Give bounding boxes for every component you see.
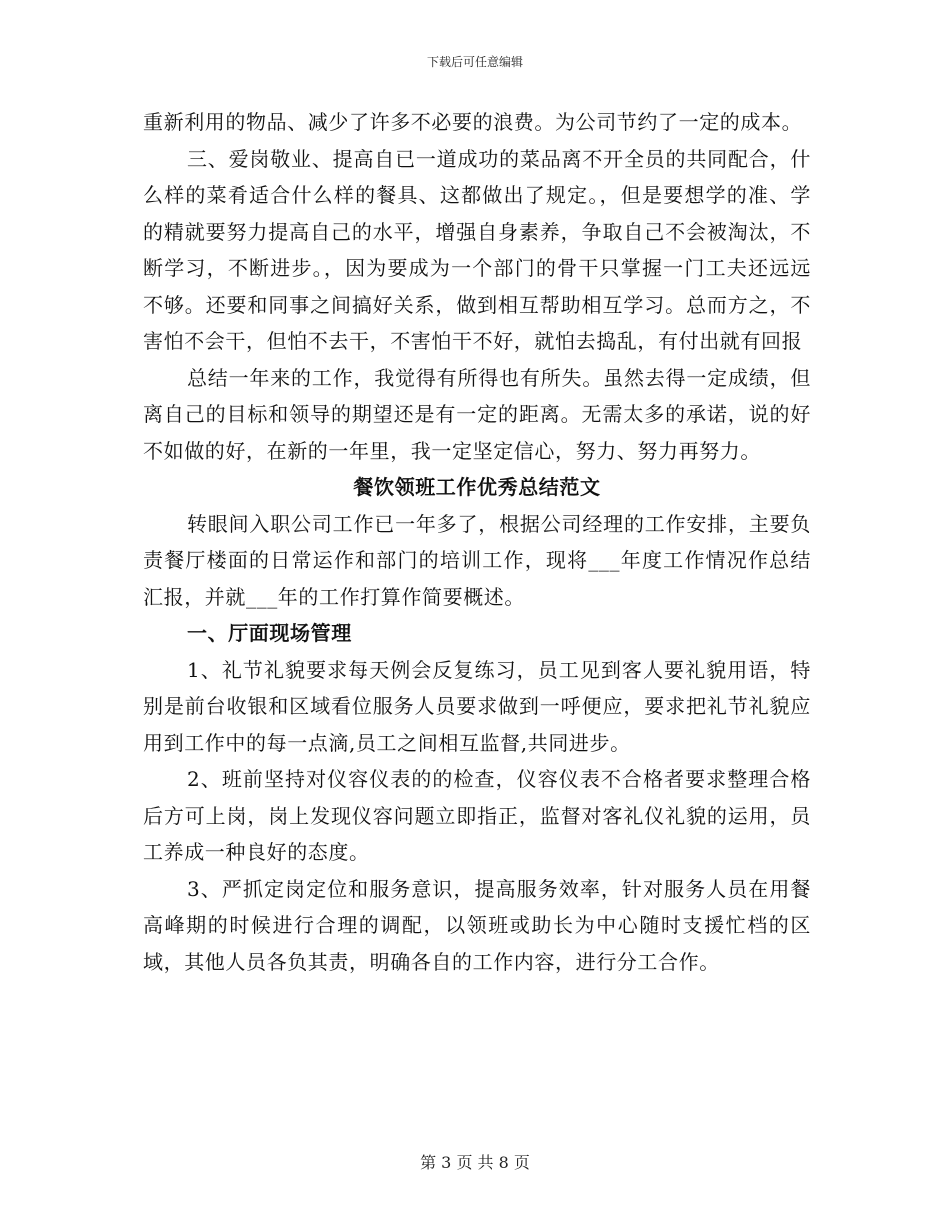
paragraph-continuation: 重新利用的物品、减少了许多不必要的浪费。为公司节约了一定的成本。	[143, 110, 803, 134]
paragraph-dedication: 三、爱岗敬业、提高自已一道成功的菜品离不开全员的共同配合，什么样的菜肴适合什么样的餐具、这都做出了规定。，但是要想学的准、学的精就要努力提高自己的水平，增强自身素养，争取自己不会被淘汰，不断学习，不断进步。，因为要成为一个部门的骨干只掌握一门工夫还远远不够。还要和同事之间搞好关系，做到相互帮助相互学习。总而方之，不害怕不会干，但怕不去干，不害怕干不好，就怕去捣乱，有付出就有回报	[143, 146, 811, 353]
section-title: 餐饮领班工作优秀总结范文	[353, 475, 601, 499]
section-heading: 一、厅面现场管理	[187, 621, 352, 645]
paragraph-item-2: 2、班前坚持对仪容仪表的的检查，仪容仪表不合格者要求整理合格后方可上岗，岗上发现仪容问题立即指正，监督对客礼仪礼貌的运用，员工养成一种良好的态度。	[143, 767, 811, 864]
page-header: 下载后可任意编辑	[426, 55, 523, 69]
page-footer: 第 3 页 共 8 页	[420, 1153, 530, 1172]
paragraph-item-1: 1、礼节礼貌要求每天例会反复练习，员工见到客人要礼貌用语，特别是前台收银和区域看位服务人员要求做到一呼便应，要求把礼节礼貌应用到工作中的每一点滴,员工之间相互监督,共同进步。	[143, 657, 811, 755]
paragraph-year-summary: 总结一年来的工作，我觉得有所得也有所失。虽然去得一定成绩，但离自己的目标和领导的期望还是有一定的距离。无需太多的承诺，说的好不如做的好，在新的一年里，我一定坚定信心，努力、努力再努力。	[143, 365, 811, 463]
paragraph-intro: 转眼间入职公司工作已一年多了，根据公司经理的工作安排，主要负责餐厅楼面的日常运作和部门的培训工作，现将___年度工作情况作总结汇报，并就___年的工作打算作简要概述。	[143, 511, 811, 609]
document-body	[143, 104, 811, 980]
paragraph-item-3: 3、严抓定岗定位和服务意识，提高服务效率，针对服务人员在用餐高峰期的时候进行合理的调配，以领班或助长为中心随时支援忙档的区域，其他人员各负其责，明确各自的工作内容，进行分工合作。	[143, 876, 811, 974]
